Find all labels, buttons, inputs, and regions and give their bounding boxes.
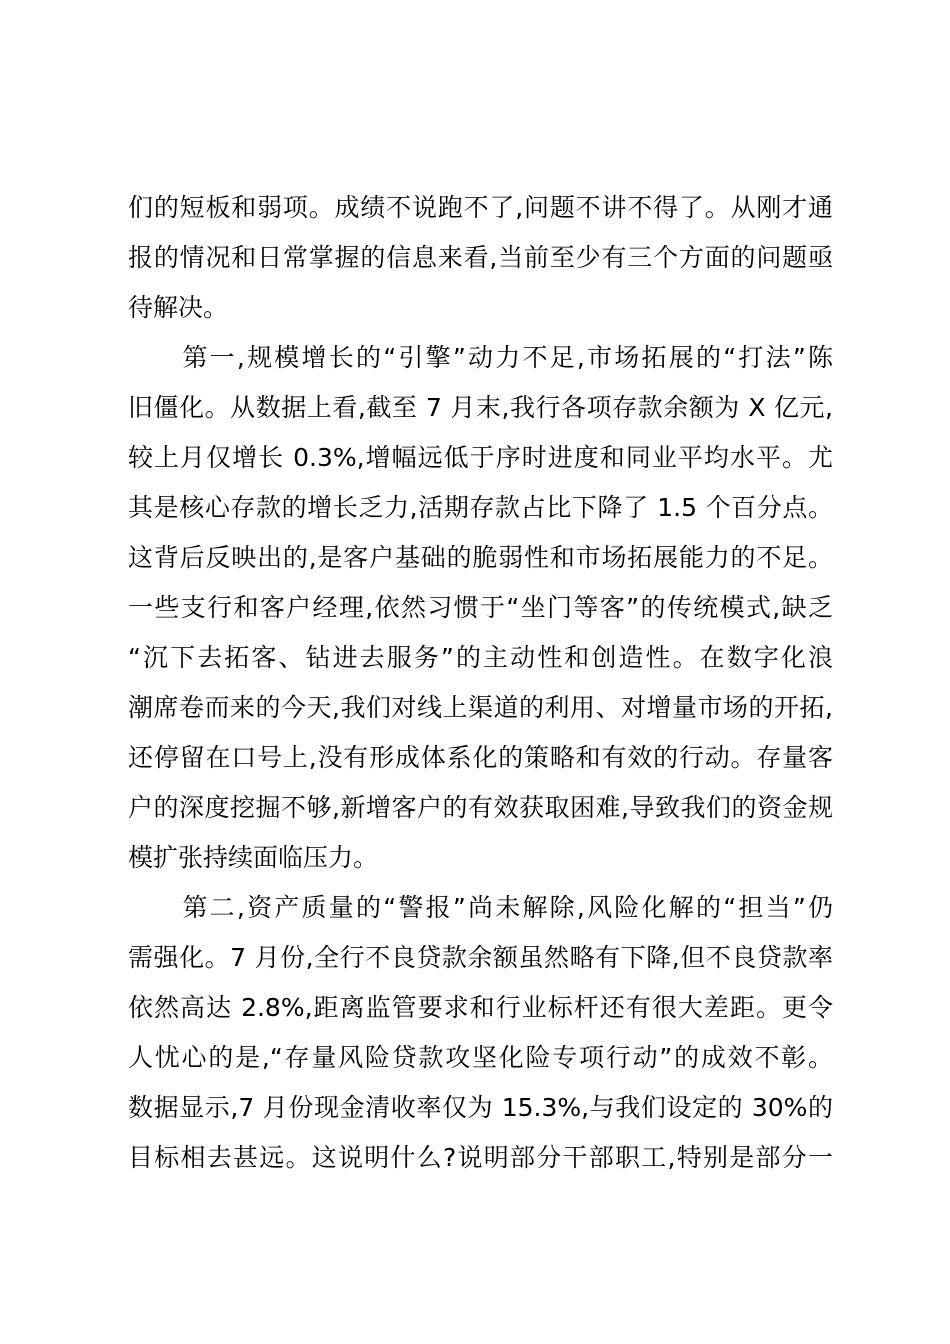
body-text [128, 183, 833, 1183]
text-line-15: 第二,资产质量的“警报”尚未解除,风险化解的“担当”仍 [128, 893, 833, 922]
text-line-9: 一些支行和客户经理,依然习惯于“坐门等客”的传统模式,缺乏 [128, 593, 833, 622]
text-line-17: 依然高达 2.8%,距离监管要求和行业标杆还有很大差距。更令 [128, 993, 833, 1022]
text-line-16: 需强化。7 月份,全行不良贷款余额虽然略有下降,但不良贷款率 [128, 943, 833, 972]
text-line-19: 数据显示,7 月份现金清收率仅为 15.3%,与我们设定的 30%的 [128, 1093, 833, 1122]
text-line-2: 报的情况和日常掌握的信息来看,当前至少有三个方面的问题亟 [128, 243, 833, 272]
text-line-8: 这背后反映出的,是客户基础的脆弱性和市场拓展能力的不足。 [128, 543, 833, 572]
text-line-20: 目标相去甚远。这说明什么?说明部分干部职工,特别是部分一 [128, 1143, 833, 1172]
text-line-6: 较上月仅增长 0.3%,增幅远低于序时进度和同业平均水平。尤 [128, 443, 833, 472]
text-line-10: “沉下去拓客、钻进去服务”的主动性和创造性。在数字化浪 [128, 643, 833, 672]
text-line-11: 潮席卷而来的今天,我们对线上渠道的利用、对增量市场的开拓, [128, 693, 833, 722]
text-line-18: 人忧心的是,“存量风险贷款攻坚化险专项行动”的成效不彰。 [128, 1043, 833, 1072]
text-line-4: 第一,规模增长的“引擎”动力不足,市场拓展的“打法”陈 [128, 343, 833, 372]
text-line-1: 们的短板和弱项。成绩不说跑不了,问题不讲不得了。从刚才通 [128, 193, 833, 222]
text-line-14: 模扩张持续面临压力。 [128, 843, 379, 872]
text-line-12: 还停留在口号上,没有形成体系化的策略和有效的行动。存量客 [128, 743, 833, 772]
text-line-3: 待解决。 [128, 293, 229, 322]
text-line-7: 其是核心存款的增长乏力,活期存款占比下降了 1.5 个百分点。 [128, 493, 833, 522]
text-line-13: 户的深度挖掘不够,新增客户的有效获取困难,导致我们的资金规 [128, 793, 833, 822]
text-line-5: 旧僵化。从数据上看,截至 7 月末,我行各项存款余额为 X 亿元, [128, 393, 833, 422]
